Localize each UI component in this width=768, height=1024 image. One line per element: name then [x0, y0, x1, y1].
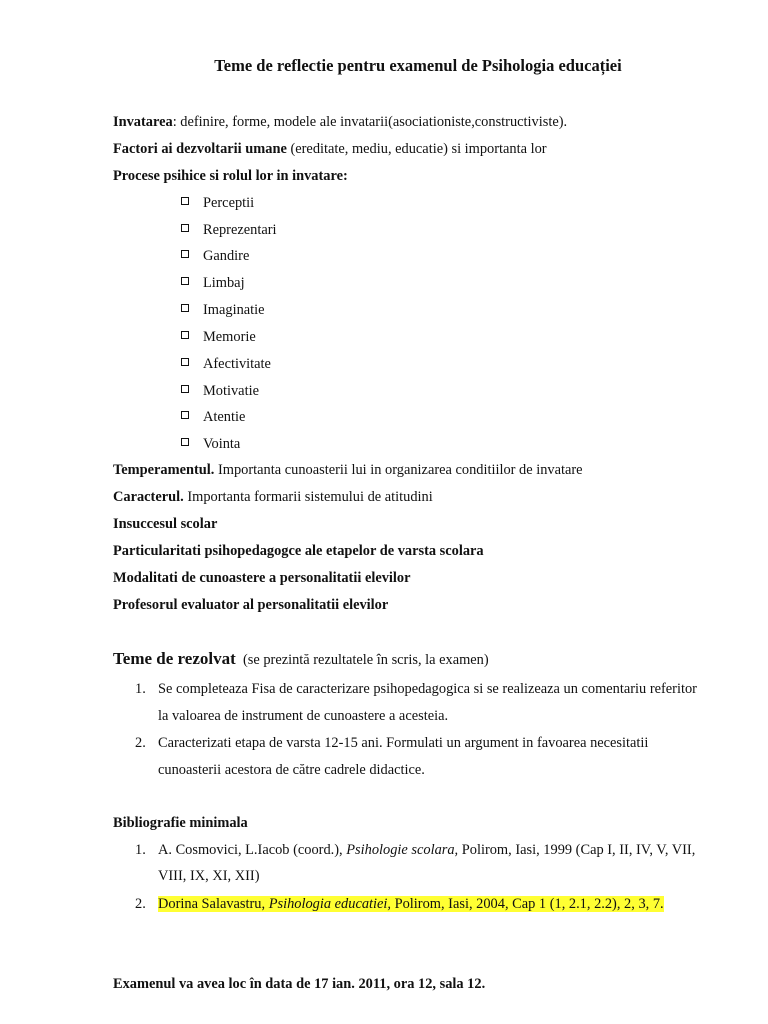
bibliografie-item-1-line2: VIII, IX, XI, XII): [158, 868, 260, 884]
square-bullet-icon: [181, 250, 189, 258]
bibliografie-item-1-authors: A. Cosmovici, L.Iacob (coord.),: [158, 842, 347, 858]
square-bullet-icon: [181, 438, 189, 446]
topic-invatarea-text: : definire, forme, modele ale invatarii(asociationiste,constructiviste).: [172, 114, 568, 130]
topic-caracter-label: Caracterul.: [113, 489, 184, 505]
bibliografie-item-1-line1: [158, 841, 695, 859]
list-item-label: Memorie: [203, 329, 256, 345]
list-item-label: Reprezentari: [203, 222, 277, 238]
list-item: [181, 435, 240, 453]
square-bullet-icon: [181, 197, 189, 205]
topic-profesorul: Profesorul evaluator al personalitatii elevilor: [113, 597, 389, 613]
list-item: [181, 408, 245, 426]
bibliografie-item-2-authors: Dorina Salavastru,: [158, 896, 269, 912]
square-bullet-icon: [181, 358, 189, 366]
topic-caracter: [113, 488, 433, 506]
list-item: [181, 382, 259, 400]
topic-factori: [113, 140, 547, 158]
topic-invatarea-label: Invatarea: [113, 114, 173, 130]
list-item: [181, 301, 265, 319]
bibliografie-item-2-title: Psihologia educatiei,: [268, 896, 392, 912]
list-item: [181, 274, 245, 292]
bibliografie-heading: Bibliografie minimala: [113, 815, 248, 831]
bibliografie-item-2-publisher: Polirom, Iasi, 2004, Cap 1 (1, 2.1, 2.2), 2, 3, 7.: [391, 896, 664, 912]
topic-factori-text: (ereditate, mediu, educatie) si importanta lor: [286, 141, 547, 157]
list-item-label: Perceptii: [203, 195, 255, 211]
bibliografie-item-1-title: Psihologie scolara,: [346, 842, 459, 858]
square-bullet-icon: [181, 277, 189, 285]
topic-factori-label: Factori ai dezvoltarii umane: [113, 141, 287, 157]
rezolvat-item-2-line1: Caracterizati etapa de varsta 12-15 ani. Formulati un argument in favoarea necesitatii: [158, 735, 649, 751]
list-item-label: Motivatie: [203, 383, 259, 399]
list-item-label: Atentie: [203, 409, 246, 425]
square-bullet-icon: [181, 385, 189, 393]
square-bullet-icon: [181, 331, 189, 339]
highlighted-reference: [158, 896, 664, 912]
bibliografie-item-2-line1: [158, 895, 664, 913]
topic-procese: Procese psihice si rolul lor in invatare:: [113, 168, 348, 184]
list-item: [181, 328, 256, 346]
rezolvat-note: (se prezintă rezultatele în scris, la examen): [242, 652, 489, 668]
list-item-label: Vointa: [203, 436, 241, 452]
rezolvat-item-1-line1: Se completeaza Fisa de caracterizare psihopedagogica si se realizeaza un comentariu referitor: [158, 681, 697, 697]
list-item-label: Gandire: [203, 248, 250, 264]
topic-particularitati: Particularitati psihopedagogce ale etapelor de varsta scolara: [113, 543, 484, 559]
document-title: Teme de reflectie pentru examenul de Psihologia educației: [214, 56, 622, 75]
rezolvat-heading: Teme de rezolvat: [113, 649, 236, 668]
topic-caracter-text: Importanta formarii sistemului de atitudini: [183, 489, 433, 505]
list-item: [181, 194, 254, 212]
list-item-label: Imaginatie: [203, 302, 265, 318]
rezolvat-item-2-line2: cunoasterii acestora de către cadrele didactice.: [158, 762, 425, 778]
topic-temperament: [113, 461, 583, 479]
square-bullet-icon: [181, 304, 189, 312]
list-item: [181, 221, 277, 239]
topic-insucces: Insuccesul scolar: [113, 516, 218, 532]
topic-modalitati: Modalitati de cunoastere a personalitatii elevilor: [113, 570, 411, 586]
square-bullet-icon: [181, 224, 189, 232]
bibliografie-item-1-number: 1.: [135, 842, 146, 858]
list-item: [181, 355, 271, 373]
bibliografie-item-1-publisher: Polirom, Iasi, 1999 (Cap I, II, IV, V, VII,: [458, 842, 696, 858]
rezolvat-heading-line: [113, 650, 489, 669]
rezolvat-item-1-number: 1.: [135, 681, 146, 697]
exam-note: Examenul va avea loc în data de 17 ian. 2011, ora 12, sala 12.: [113, 976, 486, 992]
rezolvat-item-1-line2: la valoarea de instrument de cunoastere a acesteia.: [158, 708, 449, 724]
topic-temperament-label: Temperamentul.: [113, 462, 215, 478]
bibliografie-item-2-number: 2.: [135, 896, 146, 912]
topic-temperament-text: Importanta cunoasterii lui in organizarea conditiilor de invatare: [214, 462, 583, 478]
rezolvat-item-2-number: 2.: [135, 735, 146, 751]
list-item: [181, 247, 249, 265]
topic-invatarea: [113, 113, 567, 131]
list-item-label: Afectivitate: [203, 356, 271, 372]
list-item-label: Limbaj: [203, 275, 245, 291]
square-bullet-icon: [181, 411, 189, 419]
